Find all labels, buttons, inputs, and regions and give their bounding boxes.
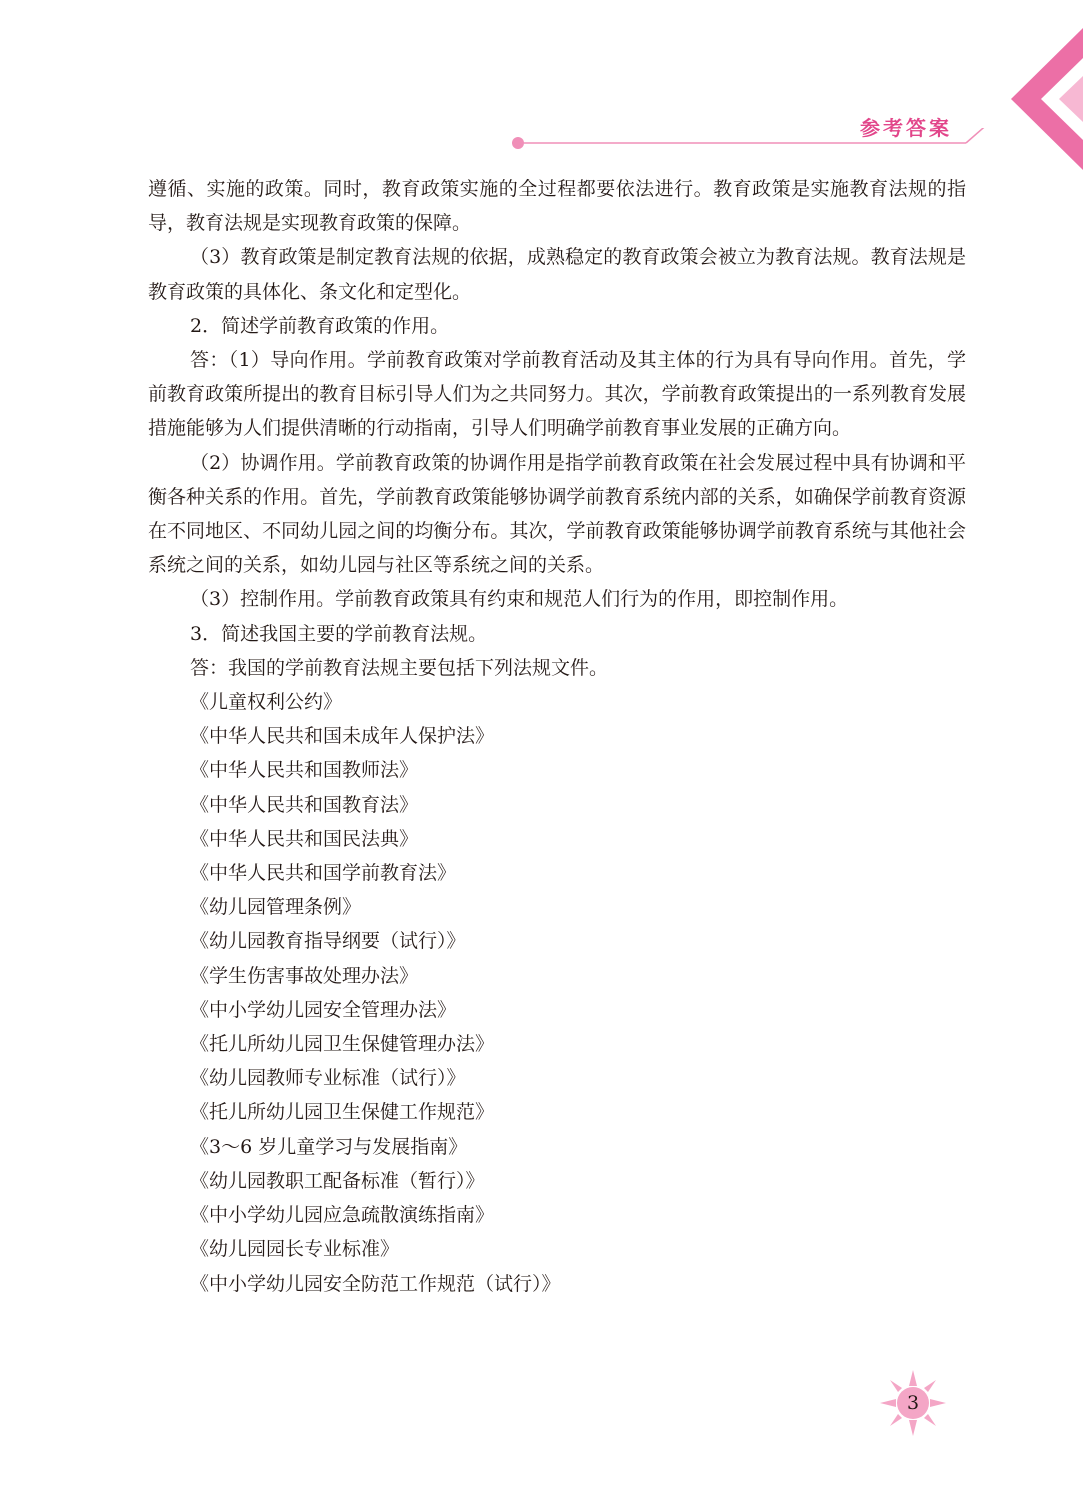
law-item: 《中华人民共和国教育法》 bbox=[190, 793, 419, 816]
law-item: 《学生伤害事故处理办法》 bbox=[190, 964, 419, 987]
page-content bbox=[148, 172, 966, 1301]
paragraph: 遵循、实施的政策。同时，教育政策实施的全过程都要依法进行。教育政策是实施教育法规的指导，教育法规是实现教育政策的保障。 bbox=[148, 178, 966, 235]
corner-chevron-decoration bbox=[1003, 28, 1083, 170]
law-item: 《托儿所幼儿园卫生保健管理办法》 bbox=[190, 1033, 495, 1056]
law-item: 《中华人民共和国教师法》 bbox=[190, 759, 419, 782]
law-item: 《3～6 岁儿童学习与发展指南》 bbox=[190, 1135, 468, 1158]
law-item: 《中小学幼儿园安全防范工作规范（试行）》 bbox=[190, 1272, 561, 1295]
law-item: 《中华人民共和国学前教育法》 bbox=[190, 862, 457, 885]
law-item: 《中小学幼儿园安全管理办法》 bbox=[190, 998, 457, 1021]
law-item: 《幼儿园教师专业标准（试行）》 bbox=[190, 1067, 466, 1090]
paragraph: （2）协调作用。学前教育政策的协调作用是指学前教育政策在社会发展过程中具有协调和平衡各种关系的作用。首先，学前教育政策能够协调学前教育系统内部的关系，如确保学前教育资源在不同地区、不同幼儿园之间的均衡分布。其次，学前教育政策能够协调学前教育系统与其他社会系统之间的关系，如幼儿园与社区等系统之间的关系。 bbox=[148, 451, 966, 577]
law-item: 《中小学幼儿园应急疏散演练指南》 bbox=[190, 1204, 495, 1227]
paragraph: （3）控制作用。学前教育政策具有约束和规范人们行为的作用，即控制作用。 bbox=[190, 588, 849, 611]
paragraph: （3）教育政策是制定教育法规的依据，成熟稳定的教育政策会被立为教育法规。教育法规是教育政策的具体化、条文化和定型化。 bbox=[148, 246, 966, 303]
law-item: 《幼儿园园长专业标准》 bbox=[190, 1238, 400, 1261]
page-number: 3 bbox=[906, 1392, 920, 1414]
question-heading: 3．简述我国主要的学前教育法规。 bbox=[190, 622, 488, 645]
law-item: 《中华人民共和国民法典》 bbox=[190, 827, 419, 850]
law-item: 《儿童权利公约》 bbox=[190, 691, 343, 714]
law-item: 《幼儿园管理条例》 bbox=[190, 896, 362, 919]
law-item: 《幼儿园教育指导纲要（试行）》 bbox=[190, 930, 466, 953]
answer-paragraph: 答：我国的学前教育法规主要包括下列法规文件。 bbox=[190, 656, 609, 679]
law-item: 《中华人民共和国未成年人保护法》 bbox=[190, 725, 495, 748]
law-item: 《托儿所幼儿园卫生保健工作规范》 bbox=[190, 1101, 495, 1124]
question-heading: 2．简述学前教育政策的作用。 bbox=[190, 314, 450, 337]
law-list bbox=[148, 685, 966, 1301]
section-title: 参考答案 bbox=[860, 116, 952, 140]
answer-paragraph: 答：（1）导向作用。学前教育政策对学前教育活动及其主体的行为具有导向作用。首先，学前教育政策所提出的教育目标引导人们为之共同努力。其次，学前教育政策提出的一系列教育发展措施能够为人们提供清晰的行动指南，引导人们明确学前教育事业发展的正确方向。 bbox=[148, 349, 966, 440]
header-rule bbox=[508, 128, 1008, 158]
law-item: 《幼儿园教职工配备标准（暂行）》 bbox=[190, 1169, 485, 1192]
